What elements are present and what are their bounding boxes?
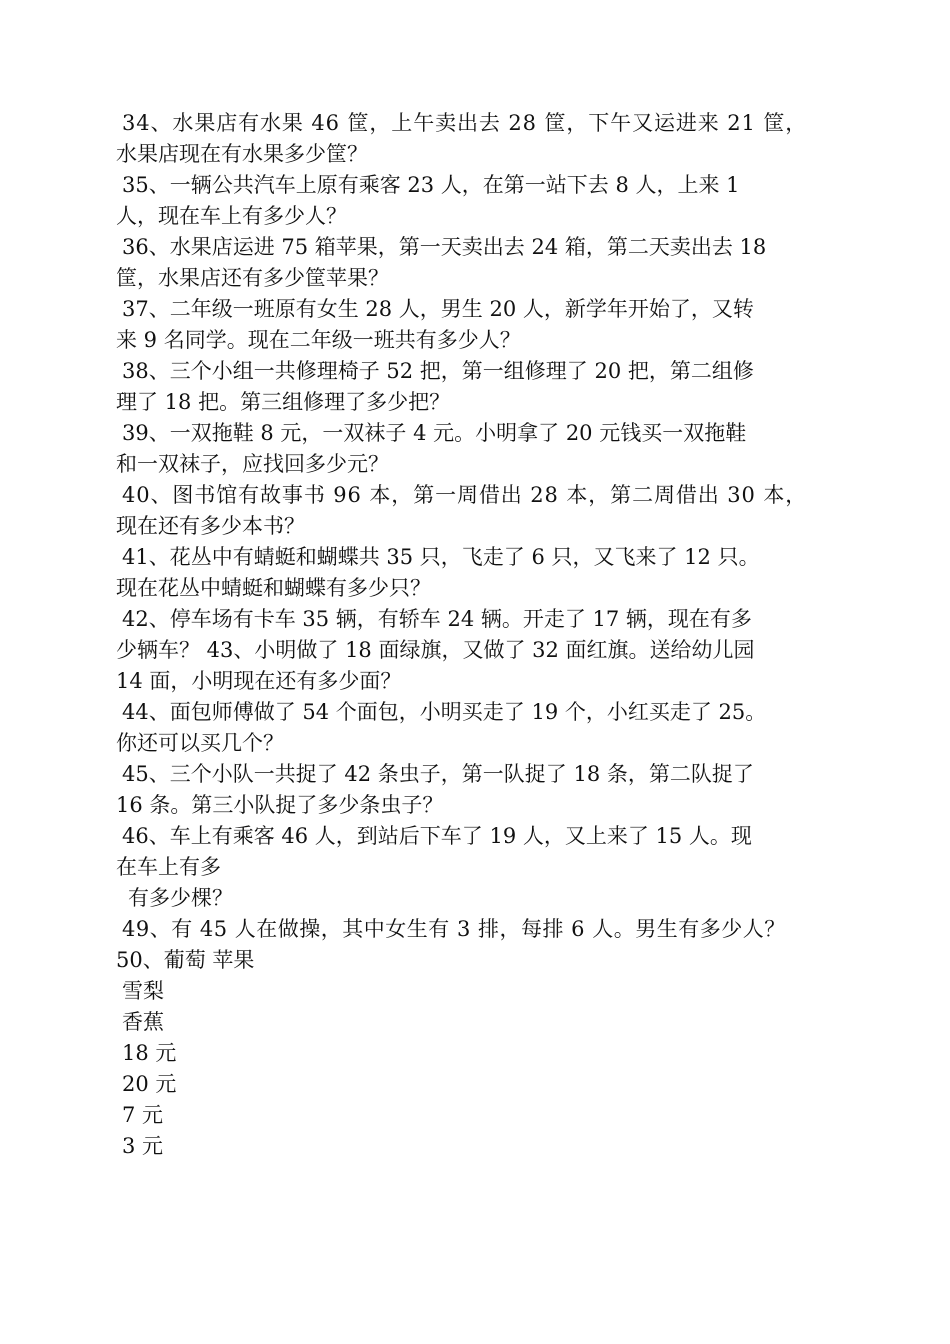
text-line: 3 元: [122, 1134, 164, 1158]
text-line: 在车上有多: [116, 855, 221, 879]
text-line: 41、花丛中有蜻蜓和蝴蝶共 35 只，飞走了 6 只，又飞来了 12 只。: [122, 545, 760, 569]
text-line: 现在还有多少本书？: [116, 514, 305, 538]
text-line: 香蕉: [122, 1010, 164, 1034]
text-line: 和一双袜子，应找回多少元？: [116, 452, 389, 476]
text-line: 现在花丛中蜻蜓和蝴蝶有多少只？: [116, 576, 431, 600]
text-line: 理了 18 把。第三组修理了多少把？: [116, 390, 451, 414]
text-line: 16 条。第三小队捉了多少条虫子？: [116, 793, 444, 817]
text-line: 50、葡萄 苹果: [116, 948, 255, 972]
problem-list: [116, 108, 856, 1162]
text-line: 7 元: [122, 1103, 164, 1127]
text-line: 筐，水果店还有多少筐苹果？: [116, 266, 389, 290]
text-line: 42、停车场有卡车 35 辆，有轿车 24 辆。开走了 17 辆，现在有多: [122, 607, 752, 631]
text-line: 14 面，小明现在还有多少面？: [116, 669, 402, 693]
text-line: 39、一双拖鞋 8 元，一双袜子 4 元。小明拿了 20 元钱买一双拖鞋: [122, 421, 747, 445]
text-line: 人，现在车上有多少人？: [116, 204, 347, 228]
text-line: 少辆车？ 43、小明做了 18 面绿旗，又做了 32 面红旗。送给幼儿园: [116, 638, 755, 662]
text-line: 49、有 45 人在做操，其中女生有 3 排，每排 6 人。男生有多少人？: [122, 917, 786, 941]
text-line: 18 元: [122, 1041, 177, 1065]
text-line: 44、面包师傅做了 54 个面包，小明买走了 19 个，小红买走了 25。: [122, 700, 767, 724]
text-line: 雪梨: [122, 979, 164, 1003]
text-line: 36、水果店运进 75 箱苹果，第一天卖出去 24 箱，第二天卖出去 18: [122, 235, 767, 259]
text-line: 来 9 名同学。现在二年级一班共有多少人？: [116, 328, 521, 352]
text-line: 有多少棵？: [128, 886, 233, 910]
text-line: 水果店现在有水果多少筐？: [116, 142, 368, 166]
text-line: 45、三个小队一共捉了 42 条虫子，第一队捉了 18 条，第二队捉了: [122, 762, 754, 786]
text-line: 20 元: [122, 1072, 177, 1096]
text-line: 你还可以买几个？: [116, 731, 284, 755]
text-line: 34、水果店有水果 46 筐，上午卖出去 28 筐，下午又运进来 21 筐，: [122, 111, 808, 135]
text-line: 38、三个小组一共修理椅子 52 把，第一组修理了 20 把，第二组修: [122, 359, 754, 383]
text-line: 37、二年级一班原有女生 28 人，男生 20 人，新学年开始了，又转: [122, 297, 754, 321]
text-line: 40、图书馆有故事书 96 本，第一周借出 28 本，第二周借出 30 本，: [122, 483, 808, 507]
text-line: 46、车上有乘客 46 人，到站后下车了 19 人，又上来了 15 人。现: [122, 824, 752, 848]
text-line: 35、一辆公共汽车上原有乘客 23 人，在第一站下去 8 人，上来 1: [122, 173, 740, 197]
